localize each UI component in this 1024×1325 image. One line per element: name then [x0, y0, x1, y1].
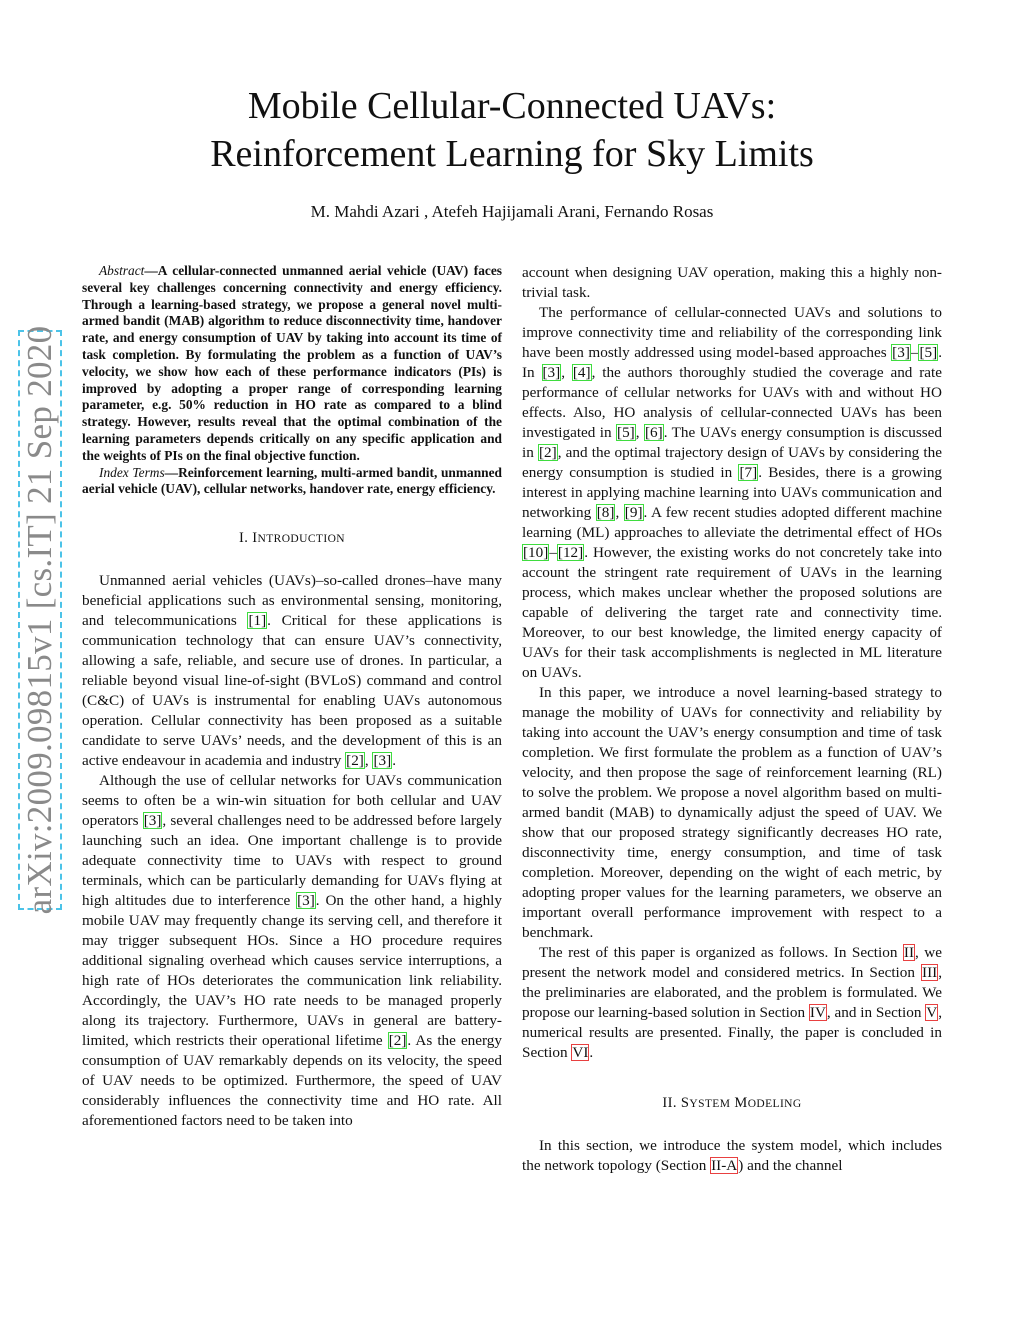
section-ref-link[interactable]: III: [922, 964, 938, 981]
citation-link[interactable]: [3]: [373, 752, 392, 770]
citation-link[interactable]: [10]: [523, 544, 549, 561]
section-heading-system-modeling: II. SYSTEM MODELING: [662, 1095, 802, 1111]
citation-link[interactable]: [3]: [892, 344, 910, 361]
citation-link[interactable]: [9]: [624, 504, 643, 521]
abstract-text: —A cellular-connected unmanned aerial vehicle (UAV) faces several key challenges concerning connectivity and energy efficiency. Through a learning-based strategy, we propose a general novel multi-armed bandit (MAB) algorithm to reduce disconnectivity time, handover rate, and energy consumption of UAV by taking into account its time of task completion. By formulating the problem as a function of UAV’s velocity, we show how each of these performance indicators (PIs) is improved by adopting a proper range of corresponding learning parameter, e.g. 50% reduction in HO rate as compared to a blind strategy. However, results reveal that the optimal combination of the learning parameters depends critically on any specific application and the weights of PIs on the final objective function.: [82, 263, 502, 463]
left-column: [82, 263, 502, 1131]
section-ref-link[interactable]: IV: [809, 1004, 826, 1021]
arxiv-identifier[interactable]: arXiv:2009.09815v1 [cs.IT] 21 Sep 2020: [20, 325, 59, 915]
citation-link[interactable]: [3]: [542, 364, 561, 381]
citation-link[interactable]: [1]: [248, 612, 267, 630]
section-ref-link[interactable]: V: [926, 1004, 938, 1021]
title-line-1: Mobile Cellular-Connected UAVs:: [247, 85, 777, 127]
citation-link[interactable]: [6]: [644, 424, 663, 441]
citation-link[interactable]: [4]: [572, 364, 591, 381]
title-line-2: Reinforcement Learning for Sky Limits: [210, 133, 814, 175]
intro-paragraph-4: In this paper, we introduce a novel learning-based strategy to manage the mobility of UAVs for connectivity and reliability by taking into account the UAV’s energy consumption and time of task completion. We first formulate the problem as a function of UAV’s velocity, and then propose the sage of reinforcement learning (RL) to solve the problem. We propose a novel algorithm based on multi-armed bandit (MAB) to dynamically adjust the speed of UAV. We show that our proposed strategy significantly decreases HO rate, disconnectivity time, energy consumption, and time of task completion. Moreover, depending on the wight of each metric, by adopting proper values for the learning parameters, we observe an important overall performance improvement with respect to a benchmark.: [522, 684, 942, 941]
intro-paragraph-2-continued: account when designing UAV operation, making this a highly non-trivial task.: [522, 264, 942, 301]
intro-paragraph-1: Unmanned aerial vehicles (UAVs)–so-called drones–have many beneficial applications such as environmental sensing, monitoring, and telecommunications [1]. Critical for these applications is communication technology that can ensure UAV’s connectivity, allowing a safe, reliable, and secure use of drones. In particular, a reliable beyond visual line-of-sight (BVLoS) command and control (C&C) of UAVs is instrumental for enabling UAVs autonomous operation. Cellular connectivity has been proposed as a suitable candidate to serve UAVs’ needs, and the development of this is an active endeavour in academia and industry [2], [3].: [82, 572, 502, 770]
index-terms: [82, 465, 502, 499]
intro-paragraph-3: The performance of cellular-connected UAVs and solutions to improve connectivity time and reliability of the corresponding link have been mostly addressed using model-based approaches [3]–[5]. In [3], [4], the authors thoroughly studied the coverage and rate performance of cellular networks for UAVs with and without HO effects. Also, HO analysis of cellular-connected UAVs has been investigated in [5], [6]. The UAVs energy consumption is discussed in [2], and the optimal trajectory design of UAVs by considering the energy consumption is studied in [7]. Besides, there is a growing interest in applying machine learning into UAVs communication and networking [8], [9]. A few recent studies adopted different machine learning (ML) approaches to alleviate the detrimental effect of HOs [10]–[12]. However, the existing works do not concretely take into account the stringent rate requirement of UAVs in the learning process, which makes unclear whether the proposed solutions are capable of delivering the target rate and connectivity time. Moreover, to our best knowledge, the limited energy capacity of UAVs for their task accomplishments is neglected in ML literature on UAVs.: [522, 304, 943, 681]
section-ref-link[interactable]: VI: [572, 1044, 589, 1061]
intro-paragraph-5: The rest of this paper is organized as follows. In Section II, we present the network model and considered metrics. In Section III, the preliminaries are elaborated, and the problem is formulated. We propose our learning-based solution in Section IV, and in Section V, numerical results are presented. Finally, the paper is concluded in Section VI.: [522, 944, 943, 1061]
section-ref-link[interactable]: II-A: [711, 1157, 738, 1174]
citation-link[interactable]: [3]: [297, 892, 315, 910]
citation-link[interactable]: [3]: [143, 812, 162, 830]
section-heading-introduction: I. INTRODUCTION: [239, 530, 345, 547]
citation-link[interactable]: [2]: [538, 444, 557, 461]
abstract-label: Abstract: [99, 263, 145, 278]
citation-link[interactable]: [12]: [557, 544, 584, 561]
index-terms-label: Index Terms: [99, 464, 165, 480]
paper-title: [0, 82, 1024, 178]
citation-link[interactable]: [5]: [617, 424, 635, 441]
index-terms-text: —Reinforcement learning, multi-armed bandit, unmanned aerial vehicle (UAV), cellular networks, handover rate, energy efficiency.: [82, 464, 502, 497]
citation-link[interactable]: [7]: [739, 464, 758, 481]
intro-paragraph-2: Although the use of cellular networks for UAVs communication seems to often be a win-win situation for both cellular and UAV operators [3], several challenges need to be addressed before largely launching such an idea. One important challenge is to provide adequate connectivity time to UAVs with respect to ground terminals, which can be particularly demanding for UAVs flying at high altitudes due to interference [3]. On the other hand, a highly mobile UAV may frequently change its serving cell, and therefore it may trigger subsequent HOs. Since a HO procedure requires additional signaling overhead which causes service interruptions, a high rate of HOs deteriorates the communication link reliability. Accordingly, the UAV’s HO rate needs to be managed properly along its trajectory. Furthermore, UAVs in general are battery-limited, which restricts their operational lifetime [2]. As the energy consumption of UAV remarkably depends on its velocity, the speed of UAV needs to be optimized. Furthermore, the speed of UAV considerably influences the connectivity time and HO rate. All aforementioned factors need to be taken into: [82, 772, 502, 1130]
system-paragraph-1: In this section, we introduce the system model, which includes the network topology (Section II-A) and the channel: [522, 1137, 942, 1174]
citation-link[interactable]: [2]: [346, 752, 364, 770]
citation-link[interactable]: [5]: [919, 344, 938, 361]
abstract: [82, 263, 502, 465]
author-list: M. Mahdi Azari , Atefeh Hajijamali Arani, Fernando Rosas: [310, 202, 714, 221]
section-ref-link[interactable]: II: [903, 944, 915, 961]
right-column: [522, 263, 942, 1176]
citation-link[interactable]: [8]: [596, 504, 615, 521]
citation-link[interactable]: [2]: [388, 1032, 407, 1050]
